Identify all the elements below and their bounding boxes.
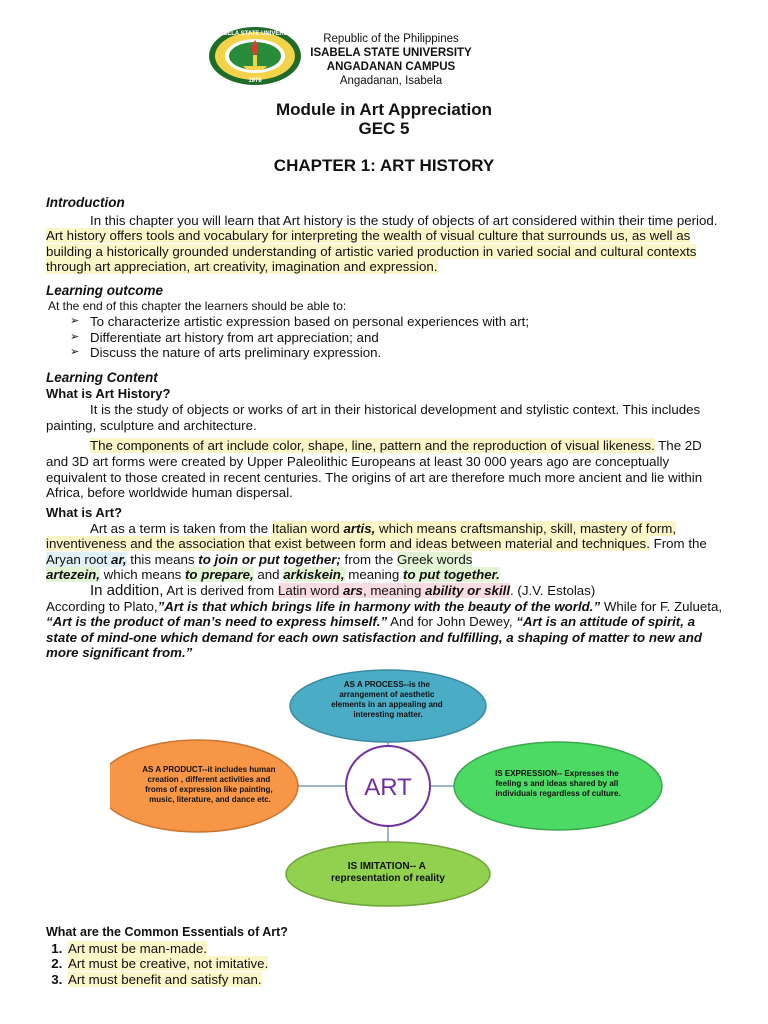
- highlight-latin-word: [278, 583, 510, 598]
- highlight-greek-words: Greek words: [396, 551, 473, 567]
- text-run: which means: [99, 567, 185, 583]
- list-item-text: Art must benefit and satisfy man.: [68, 971, 262, 987]
- term-artezein: artezein,: [46, 567, 100, 583]
- highlight-aryan-root: [46, 552, 127, 567]
- list-item-text: Differentiate art history from art appreciation; and: [90, 329, 379, 345]
- introduction-highlight: Art history offers tools and vocabulary for interpreting the wealth of visual culture that surrounds us, as well as building a historically grounded understanding of artistic varied production in varied social and cultural contexts through art appreciation, art creativity, imagination and expression.: [46, 228, 697, 275]
- list-item: [70, 314, 726, 330]
- module-title-line2: GEC 5: [358, 119, 410, 138]
- essentials-list: [46, 941, 726, 988]
- art-concept-diagram: [110, 668, 670, 908]
- text-run: this means: [126, 551, 199, 567]
- what-is-art-paragraph-1: [46, 521, 726, 583]
- art-history-text: The 2D and 3D art forms were created by Upper Paleolithic Europeans at least 30 000 years ago are conceptually equivalent to those created in recent centuries. The origins of art are therefore much more ancient and lie within Africa, before worldwide human dispersal.: [46, 438, 703, 501]
- module-title: [0, 100, 768, 138]
- term-to-put-together: to put together.: [403, 567, 500, 583]
- learning-content-heading: Learning Content: [46, 370, 158, 385]
- term-ars: ars: [342, 582, 363, 598]
- campus-address: Angadanan, Isabela: [339, 75, 443, 87]
- learning-content-section: [46, 370, 726, 501]
- oval-line: representation of reality: [331, 873, 445, 884]
- text-run: Italian word: [271, 520, 344, 536]
- text-run: And for John Dewey,: [387, 614, 517, 630]
- module-title-line1: Module in Art Appreciation: [276, 100, 492, 119]
- essentials-section: [46, 925, 726, 987]
- quote-plato: ”Art is that which brings life in harmony with the beauty of the world.”: [157, 598, 601, 614]
- text-run: Aryan root: [46, 551, 112, 567]
- text-run: While for F. Zulueta,: [600, 598, 723, 614]
- oval-line: creation , different activities and: [147, 775, 271, 784]
- oval-line: individuals regardless of culture.: [495, 789, 621, 798]
- quote-zulueta: “Art is the product of man’s need to express himself.”: [46, 614, 388, 630]
- term-to-join: to join or put together;: [198, 551, 341, 567]
- chapter-title: CHAPTER 1: ART HISTORY: [273, 156, 495, 175]
- text-run: Art is derived from: [163, 582, 278, 598]
- text-run: According to Plato,: [46, 598, 158, 614]
- product-oval-text: [142, 765, 277, 804]
- text-run: which means craftsmanship, skill, mastery of form, inventiveness and the association that exist between form and ideas between material and techniques.: [46, 520, 677, 552]
- introduction-text: In this chapter you will learn that Art history is the study of objects of art considered within their time period.: [90, 212, 718, 228]
- arrow-bullet-icon: ➢: [70, 346, 80, 359]
- letterhead: [306, 32, 476, 88]
- oval-line: interesting matter.: [353, 710, 423, 719]
- oval-line: AS A PRODUCT--it includes human: [142, 765, 276, 774]
- text-run: In addition,: [90, 581, 164, 599]
- art-history-paragraph-2: [46, 438, 726, 500]
- oval-line: froms of expression like painting,: [145, 785, 273, 794]
- list-item: [70, 330, 726, 346]
- list-item: [70, 345, 726, 361]
- quote-dewey: “Art is an attitude of spirit, a state of mind-one which demand for each own satisfaction and fulfilling, a shaping of matter to new and more significant from.”: [46, 614, 703, 661]
- introduction-heading: Introduction: [46, 195, 125, 210]
- list-item-text: Discuss the nature of arts preliminary expression.: [90, 345, 382, 361]
- learning-outcome-lead: At the end of this chapter the learners should be able to:: [48, 298, 347, 313]
- oval-line: elements in an appealing and: [331, 700, 443, 709]
- university-name: ISABELA STATE UNIVERSITY: [310, 47, 472, 59]
- oval-line: IS IMITATION-- A: [347, 861, 426, 872]
- text-run: , meaning: [362, 582, 426, 598]
- expression-oval-text: [495, 769, 621, 798]
- text-run: Latin word: [277, 582, 343, 598]
- text-run: from the: [340, 551, 397, 567]
- text-run: and: [253, 567, 284, 583]
- campus-name: ANGADANAN CAMPUS: [326, 61, 456, 73]
- introduction-section: [46, 195, 726, 275]
- oval-line: feeling s and ideas shared by all: [495, 779, 619, 788]
- essentials-heading: What are the Common Essentials of Art?: [46, 925, 288, 939]
- list-item: [66, 941, 726, 957]
- term-ability-or-skill: ability or skill: [425, 582, 511, 598]
- art-center-label: ART: [364, 774, 412, 801]
- oval-line: AS A PROCESS--is the: [343, 680, 430, 689]
- oval-line: IS EXPRESSION-- Expresses the: [495, 769, 619, 778]
- text-run: meaning: [344, 567, 404, 583]
- arrow-bullet-icon: ➢: [70, 330, 80, 343]
- what-is-art-paragraph-3: [46, 599, 726, 661]
- term-arkiskein: arkiskein,: [283, 567, 345, 583]
- arrow-bullet-icon: ➢: [70, 315, 80, 328]
- text-run: . (J.V. Estolas): [510, 582, 596, 598]
- text-run: Art as a term is taken from the: [90, 520, 272, 536]
- republic-line: Republic of the Philippines: [323, 33, 459, 45]
- term-artis: artis,: [343, 520, 376, 536]
- list-item: [66, 972, 726, 988]
- what-is-art-heading: What is Art?: [46, 505, 123, 520]
- learning-outcome-heading: Learning outcome: [46, 283, 164, 298]
- learning-outcome-list: [46, 314, 726, 361]
- term-to-prepare: to prepare,: [184, 567, 254, 583]
- list-item: [66, 956, 726, 972]
- term-ar: ar,: [111, 551, 127, 567]
- what-is-art-paragraph-2: [46, 583, 726, 599]
- university-seal-logo: [207, 26, 303, 86]
- seal-ring-text: ISABELA STATE UNIVERSITY: [212, 31, 298, 37]
- seal-year: 1978: [248, 78, 262, 84]
- list-item-text: Art must be man-made.: [68, 940, 207, 956]
- text-run: From the: [649, 536, 707, 552]
- art-history-paragraph-1: It is the study of objects or works of art in their historical development and stylistic context. This includes painting, sculpture and architecture.: [46, 402, 701, 433]
- introduction-paragraph: [46, 213, 726, 275]
- what-is-art-history-heading: What is Art History?: [46, 385, 171, 401]
- what-is-art-section: [46, 505, 726, 661]
- list-item-text: Art must be creative, not imitative.: [68, 956, 269, 972]
- learning-outcome-section: [46, 283, 726, 361]
- imitation-oval-text: [331, 861, 445, 884]
- list-item-text: To characterize artistic expression based on personal experiences with art;: [90, 314, 530, 330]
- art-history-highlight: The components of art include color, shape, line, pattern and the reproduction of visual likeness.: [90, 438, 655, 454]
- oval-line: music, literature, and dance etc.: [149, 795, 271, 804]
- oval-line: arrangement of aesthetic: [339, 690, 435, 699]
